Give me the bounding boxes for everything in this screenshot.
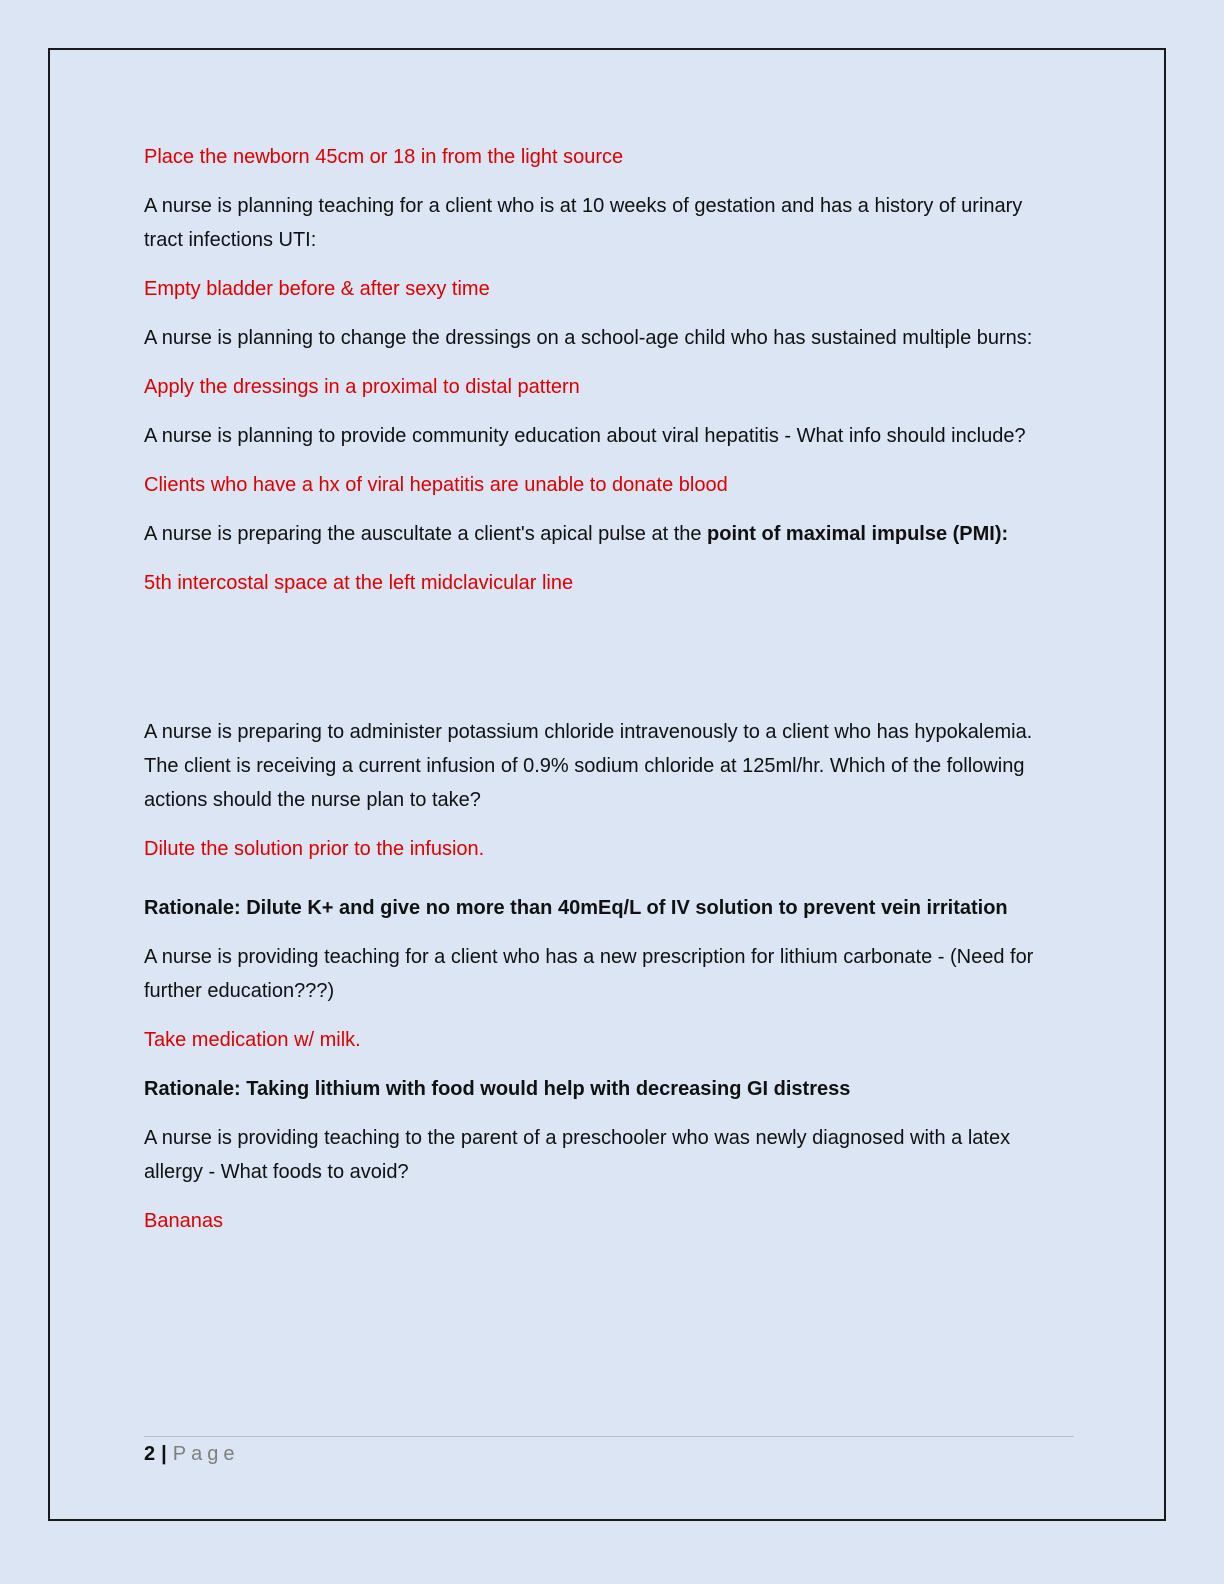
question-lithium: A nurse is providing teaching for a client who has a new prescription for lithium carbonate - (Need for further education???)	[144, 946, 1034, 1002]
page-label: Page	[172, 1443, 240, 1465]
question-viral-hepatitis: A nurse is planning to provide community education about viral hepatitis - What info should include?	[144, 425, 1026, 447]
blank-space	[144, 615, 1064, 715]
question-uti-teaching: A nurse is planning teaching for a client who is at 10 weeks of gestation and has a history of urinary tract infections UTI:	[144, 195, 1023, 251]
question-apical-pulse	[144, 517, 1064, 551]
question-apical-pulse-bold: point of maximal impulse (PMI):	[707, 523, 1009, 545]
document-body	[144, 140, 1064, 1253]
rationale-lithium: Rationale: Taking lithium with food would help with decreasing GI distress	[144, 1078, 851, 1100]
answer-donate-blood: Clients who have a hx of viral hepatitis are unable to donate blood	[144, 474, 728, 496]
blank-space-small	[144, 881, 1064, 891]
question-latex-allergy: A nurse is providing teaching to the parent of a preschooler who was newly diagnosed with a latex allergy - What foods to avoid?	[144, 1127, 1011, 1183]
footer-separator: |	[161, 1443, 167, 1465]
page-number: 2	[144, 1443, 156, 1465]
question-potassium-chloride: A nurse is preparing to administer potassium chloride intravenously to a client who has hypokalemia. The client is receiving a current infusion of 0.9% sodium chloride at 125ml/hr. Which of the following actions should the nurse plan to take?	[144, 721, 1033, 811]
answer-pmi-location: 5th intercostal space at the left midclavicular line	[144, 572, 574, 594]
rationale-potassium: Rationale: Dilute K+ and give no more than 40mEq/L of IV solution to prevent vein irritation	[144, 897, 1008, 919]
answer-lithium-milk: Take medication w/ milk.	[144, 1029, 361, 1051]
page-footer	[144, 1440, 239, 1468]
answer-dilute-solution: Dilute the solution prior to the infusion.	[144, 838, 485, 860]
footer-divider	[144, 1436, 1074, 1437]
question-burn-dressings: A nurse is planning to change the dressings on a school-age child who has sustained multiple burns:	[144, 327, 1033, 349]
answer-empty-bladder: Empty bladder before & after sexy time	[144, 278, 490, 300]
question-apical-pulse-text: A nurse is preparing the auscultate a client's apical pulse at the	[144, 523, 708, 545]
answer-dressing-pattern: Apply the dressings in a proximal to distal pattern	[144, 376, 580, 398]
answer-bananas: Bananas	[144, 1210, 223, 1232]
answer-newborn-light: Place the newborn 45cm or 18 in from the light source	[144, 146, 624, 168]
